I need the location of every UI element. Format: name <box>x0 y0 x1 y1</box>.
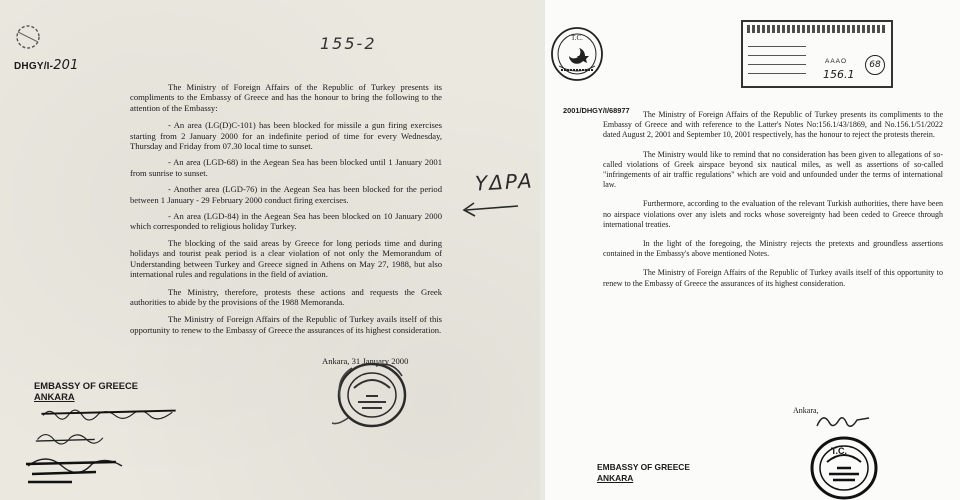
svg-text:T.C.: T.C. <box>831 446 848 456</box>
registry-stamp <box>741 20 893 88</box>
circular-mark-icon <box>10 22 46 52</box>
arrow-left-icon <box>460 198 520 218</box>
state-emblem-seal-icon <box>547 18 607 88</box>
paragraph: The Ministry of Foreign Affairs of the Republic of Turkey presents its compliments to the Embassy of Greece and has the honour to bring the following to the attention of the Embassy: <box>130 82 442 113</box>
annotation-text: YΔPA <box>474 168 535 196</box>
handwritten-scrawl <box>26 452 126 492</box>
paragraph: In the light of the foregoing, the Ministry rejects the pretexts and groundless assertions contained in the Embassy's above mentioned Notes. <box>603 239 943 259</box>
official-seal-icon <box>807 430 881 500</box>
paragraph: The Ministry of Foreign Affairs of the Republic of Turkey avails itself of this opportunity to renew to the Embassy of Greece the assurances of its highest consideration. <box>603 268 943 288</box>
handwritten-scrawl <box>26 404 196 422</box>
note-body <box>130 82 442 342</box>
addressee <box>34 380 138 402</box>
place: Ankara, <box>793 406 819 415</box>
addressee-line: ANKARA <box>597 473 634 483</box>
right-document-page <box>545 0 960 500</box>
paragraph: The Ministry, therefore, protests these actions and requests the Greek authorities to abide by the provisions of the 1988 Memoranda. <box>130 286 442 307</box>
stamp-row <box>748 73 806 74</box>
paragraph: Furthermore, according to the evaluation of the relevant Turkish authorities, there have been no airspace violations over any islets and rocks whose sovereignty had been ceded to Greece through international treaties. <box>603 199 943 229</box>
stamp-header <box>747 25 887 33</box>
paragraph: The Ministry of Foreign Affairs of the Republic of Turkey avails itself of this opportunity to renew to the Embassy of Greece the assurances of its highest consideration. <box>130 314 442 335</box>
svg-text:T.C.: T.C. <box>571 34 583 42</box>
stamp-handwritten-number: 156.1 <box>823 68 855 81</box>
handwritten-scrawl <box>26 428 116 446</box>
stamp-label: AAAO <box>825 58 848 65</box>
addressee-line: EMBASSY OF GREECE <box>34 380 139 391</box>
reference-prefix: DHGY/I- <box>14 61 54 72</box>
margin-annotation <box>460 170 540 230</box>
paragraph: - Another area (LGD-76) in the Aegean Sea has been blocked for the period between 1 January - 29 February 2000 conduct firing exercises. <box>130 184 442 205</box>
paragraph: - An area (LGD-68) in the Aegean Sea has been blocked until 1 January 2001 from sunrise to sunset. <box>130 157 442 178</box>
paragraph: The blocking of the said areas by Greece for long periods time and during holidays and tourist peak period is a clear violation of not only the Memorandum of Understanding between Turkey and Greece signed in Athens on May 27, 1988, but also international rules and regulations in the field of aviation. <box>130 237 442 280</box>
stamp-row <box>748 46 806 47</box>
addressee <box>597 462 690 484</box>
stamp-circled-number: 68 <box>865 55 885 75</box>
addressee-line: EMBASSY OF GREECE <box>597 462 690 472</box>
reference-number <box>14 58 79 73</box>
paragraph: The Ministry would like to remind that no consideration has been given to allegations of so-called violations of Greek airspace beyond six nautical miles, as well as assertions of so-called "infringements of air traffic regulations" which are void and unfounded under the terms of international law. <box>603 149 943 190</box>
place-date: Ankara, 31 January 2000 <box>322 356 409 366</box>
stamp-row <box>748 64 806 65</box>
reference-handwritten: 201 <box>53 58 79 73</box>
official-seal-icon <box>332 358 412 432</box>
addressee-line: ANKARA <box>34 391 75 402</box>
note-body <box>603 110 943 298</box>
file-number: 155-2 <box>320 34 377 53</box>
stamp-row <box>748 55 806 56</box>
paragraph: - An area (LG(D)C-101) has been blocked for missile a gun firing exercises starting from 2 January 2000 for an indefinite period of time for every Wednesday, Thursday and Friday from 07.30 local time to sunset. <box>130 120 442 152</box>
paragraph: - An area (LGD-84) in the Aegean Sea has been blocked on 10 January 2000 which corresponded to religious holiday Turkey. <box>130 211 442 232</box>
reference-number: 2001/DHGY/I/68977 <box>563 106 630 115</box>
paragraph: The Ministry of Foreign Affairs of the Republic of Turkey presents its compliments to the Embassy of Greece and with reference to the Latter's Notes No:156.1/43/1869, and No.156.1/51/2022 dated August 2, 2001 and September 10, 2001 respectively, has the honour to reject the protests therein. <box>603 110 943 140</box>
